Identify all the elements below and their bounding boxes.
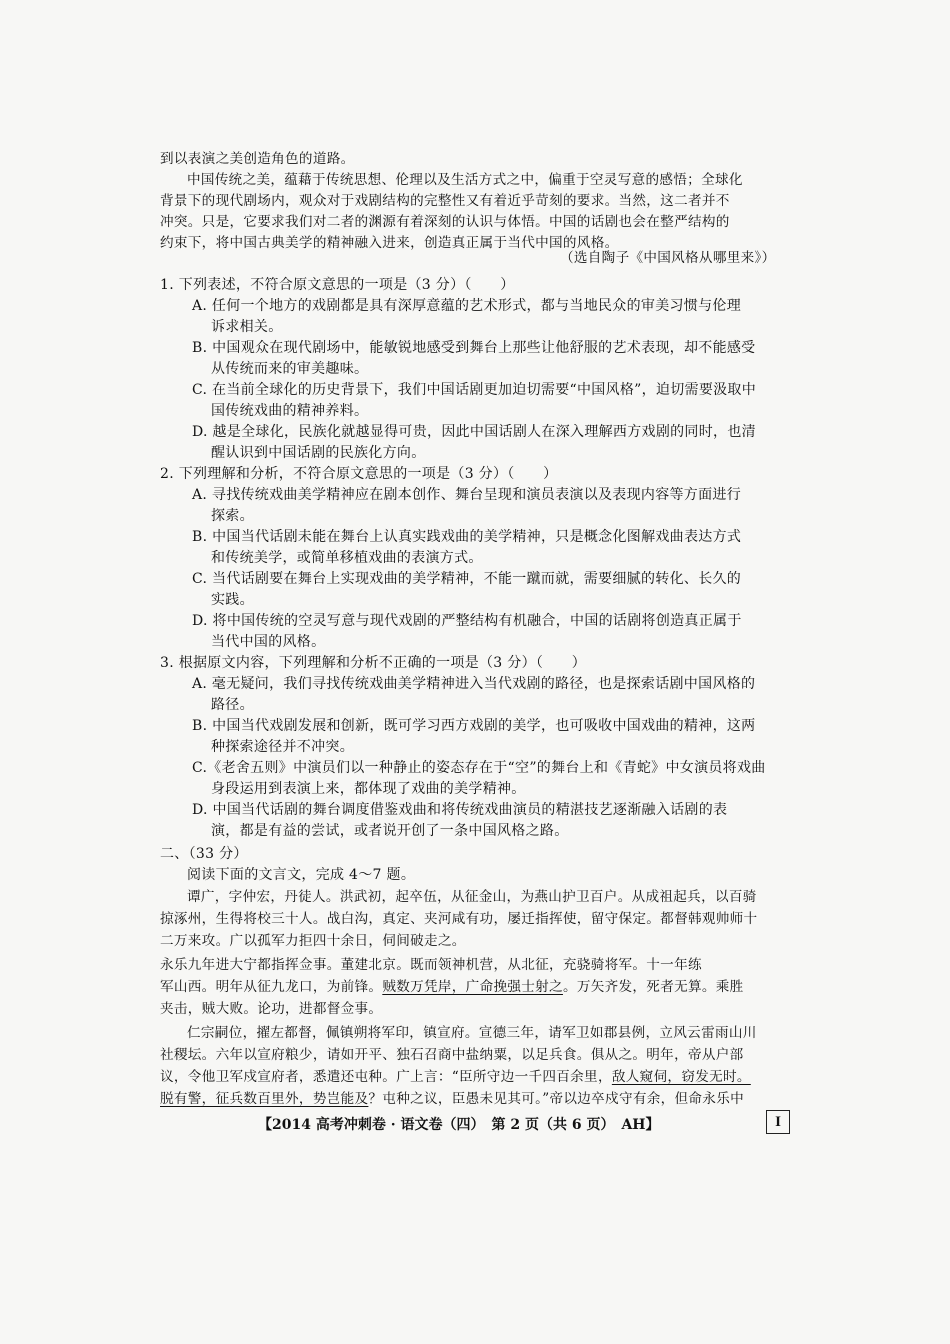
q2-option-b-cont: 和传统美学，或简单移植戏曲的表演方式。 xyxy=(211,550,483,566)
q2-option-a: A. 寻找传统戏曲美学精神应在剧本创作、舞台呈现和演员表演以及表现内容等方面进行 xyxy=(192,487,742,503)
underlined-sentence: 贼数万凭岸，广命挽强士射之 xyxy=(382,979,563,995)
q2-option-c-cont: 实践。 xyxy=(211,592,254,608)
q2-option-d: D. 将中国传统的空灵写意与现代戏剧的严整结构有机融合，中国的话剧将创造真正属于 xyxy=(192,613,742,629)
q1-option-c: C. 在当前全球化的历史背景下，我们中国话剧更加迫切需要“中国风格”，迫切需要汲取中 xyxy=(192,382,757,398)
q3-option-a: A. 毫无疑问，我们寻找传统戏曲美学精神进入当代戏剧的路径，也是探索话剧中国风格的 xyxy=(192,676,756,692)
q1-option-a: A. 任何一个地方的戏剧都是具有深厚意蕴的艺术形式，都与当地民众的审美习惯与伦理 xyxy=(192,298,742,314)
passage-line: 中国传统之美，蕴藉于传统思想、伦理以及生活方式之中，偏重于空灵写意的感悟；全球化 xyxy=(187,172,743,188)
classical-text-line xyxy=(160,1088,744,1110)
text-segment: 议，令他卫军戍宣府者，悉遣还屯种。广上言：“臣所守边一千四百余里， xyxy=(160,1069,612,1085)
text-segment: ？屯种之议，臣愚未见其可。”帝以边卒戍守有余，但命永乐中 xyxy=(368,1091,744,1107)
q2-option-b: B. 中国当代话剧未能在舞台上认真实践戏曲的美学精神，只是概念化图解戏曲表达方式 xyxy=(192,529,742,545)
passage-source: （选自陶子《中国风格从哪里来》） xyxy=(560,250,776,266)
q1-option-a-cont: 诉求相关。 xyxy=(211,319,283,335)
section-2-intro: 阅读下面的文言文，完成 4～7 题。 xyxy=(187,867,416,883)
passage-line: 冲突。只是，它要求我们对二者的渊源有着深刻的认识与体悟。中国的话剧也会在整严结构的 xyxy=(160,214,730,230)
q1-option-d: D. 越是全球化，民族化就越显得可贵，因此中国话剧人在深入理解西方戏剧的同时，也清 xyxy=(192,424,756,440)
q1-option-b-cont: 从传统而来的审美趣味。 xyxy=(211,361,369,377)
q3-option-a-cont: 路径。 xyxy=(211,697,254,713)
page-mark-box: I xyxy=(766,1110,790,1134)
classical-text-line xyxy=(160,976,744,998)
question-1-stem: 1. 下列表述，不符合原文意思的一项是（3 分）（ ） xyxy=(160,277,515,293)
q3-option-b: B. 中国当代戏剧发展和创新，既可学习西方戏剧的美学，也可吸收中国戏曲的精神，这两 xyxy=(192,718,756,734)
q3-option-c-cont: 身段运用到表演上来，都体现了戏曲的美学精神。 xyxy=(211,781,526,797)
q1-option-c-cont: 国传统戏曲的精神养料。 xyxy=(211,403,369,419)
question-3-stem: 3. 根据原文内容，下列理解和分析不正确的一项是（3 分）（ ） xyxy=(160,655,587,671)
q1-option-b: B. 中国观众在现代剧场中，能敏锐地感受到舞台上那些让他舒服的艺术表现，却不能感受 xyxy=(192,340,756,356)
classical-text-line xyxy=(160,1066,820,1088)
underlined-sentence: 脱有警，征兵数百里外，势岂能及 xyxy=(160,1091,369,1107)
passage-line: 约束下，将中国古典美学的精神融入进来，创造真正属于当代中国的风格。 xyxy=(160,235,619,251)
q2-option-c: C. 当代话剧要在舞台上实现戏曲的美学精神，不能一蹴而就，需要细腻的转化、长久的 xyxy=(192,571,742,587)
q2-option-d-cont: 当代中国的风格。 xyxy=(211,634,326,650)
q2-option-a-cont: 探索。 xyxy=(211,508,254,524)
page-footer: 【2014 高考冲刺卷 · 语文卷（四） 第 2 页（共 6 页） AH】 xyxy=(258,1117,660,1133)
passage-line: 背景下的现代剧场内，观众对于戏剧结构的完整性又有着近乎苛刻的要求。当然，这二者并不 xyxy=(160,193,730,209)
classical-text-line: 掠涿州，生得将校三十人。战白沟，真定、夹河咸有功，屡迁指挥使，留守保定。都督韩观帅师十 xyxy=(160,911,758,927)
underlined-sentence: 敌人窥伺，窃发无时。 xyxy=(611,1069,751,1085)
section-2-heading: 二、（33 分） xyxy=(160,846,248,862)
text-segment: 军山西。明年从征九龙口，为前锋。 xyxy=(160,979,383,995)
classical-text-line: 仁宗嗣位，擢左都督，佩镇朔将军印，镇宣府。宣德三年，请军卫如郡县例，立风云雷雨山川 xyxy=(187,1025,757,1041)
text-segment: 。万矢齐发，死者无算。乘胜 xyxy=(562,979,744,995)
classical-text-line: 永乐九年进大宁都指挥佥事。董建北京。既而领神机营，从北征，充骁骑将军。十一年练 xyxy=(160,957,702,973)
q3-option-d: D. 中国当代话剧的舞台调度借鉴戏曲和将传统戏曲演员的精湛技艺逐渐融入话剧的表 xyxy=(192,802,728,818)
q3-option-b-cont: 种探索途径并不冲突。 xyxy=(211,739,354,755)
classical-text-line: 社稷坛。六年以宣府粮少，请如开平、独石召商中盐纳粟，以足兵食。俱从之。明年，帝从户部 xyxy=(160,1047,744,1063)
classical-text-line: 谭广，字仲宏，丹徒人。洪武初，起卒伍，从征金山，为燕山护卫百户。从成祖起兵，以百骑 xyxy=(187,889,757,905)
q3-option-d-cont: 演，都是有益的尝试，或者说开创了一条中国风格之路。 xyxy=(211,823,569,839)
classical-text-line: 夹击，贼大败。论功，进都督佥事。 xyxy=(160,1001,383,1017)
q1-option-d-cont: 醒认识到中国话剧的民族化方向。 xyxy=(211,445,426,461)
passage-line: 到以表演之美创造角色的道路。 xyxy=(160,151,355,167)
classical-text-line: 二万来攻。广以孤军力拒四十余日，伺间破走之。 xyxy=(160,933,466,949)
question-2-stem: 2. 下列理解和分析，不符合原文意思的一项是（3 分）（ ） xyxy=(160,466,558,482)
q3-option-c: C.《老舍五则》中演员们以一种静止的姿态存在于“空”的舞台上和《青蛇》中女演员将戏曲 xyxy=(192,760,766,776)
